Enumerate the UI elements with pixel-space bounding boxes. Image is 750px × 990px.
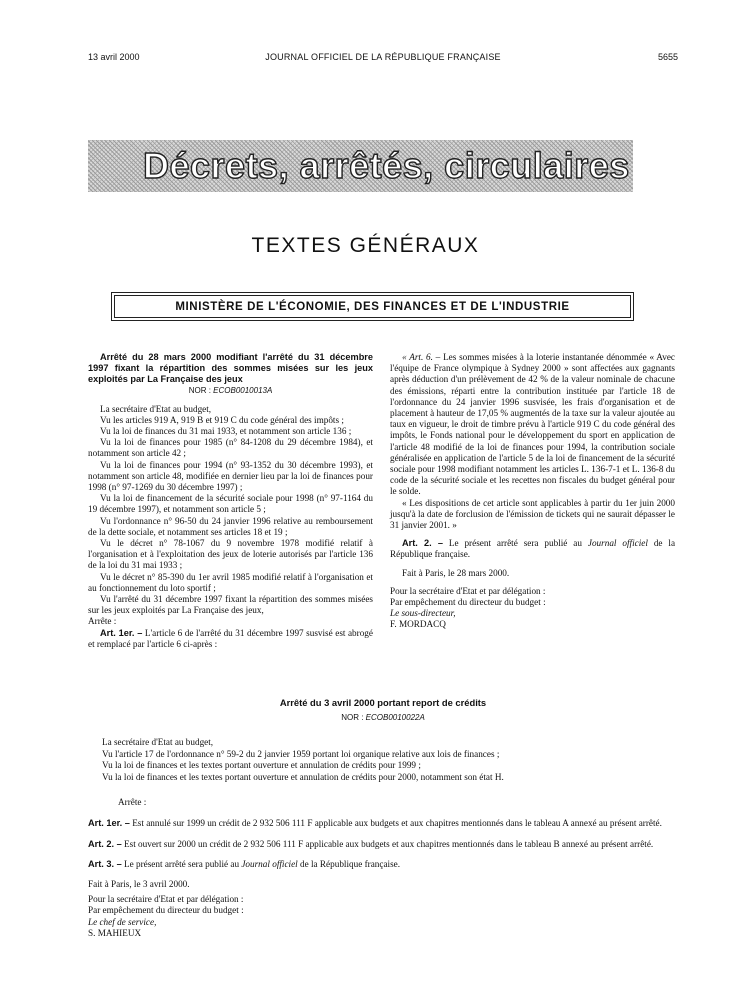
arrete-2 xyxy=(88,697,678,940)
arrete-1-article-6-para-2: « Les dispositions de cet article sont applicables à partir du 1er juin 2000 jusqu'à la date de forclusion de l'émission de tickets qui ne saurait dépasser le 31 janvier 2001. » xyxy=(390,497,675,531)
article-text: L'article 6 de l'arrêté du 31 décembre 1997 susvisé est abrogé et remplacé par l'article 6 ci-après : xyxy=(88,627,373,649)
arrete-2-arrete: Arrête : xyxy=(118,797,147,808)
article-label: Art. 1er. – xyxy=(88,818,130,829)
header-date: 13 avril 2000 xyxy=(88,52,140,62)
article-text: Est ouvert sur 2000 un crédit de 2 932 506 111 F applicable aux budgets et aux chapitres mentionnés dans le tableau B annexé au présent arrêté. xyxy=(124,838,654,849)
article-label: Art. 2. – xyxy=(88,838,122,849)
arrete-1-article-6 xyxy=(390,352,675,498)
article-text: Le présent arrêté sera publié au xyxy=(124,859,240,870)
journal-officiel-ref: Journal officiel xyxy=(587,538,648,549)
signature-line-2: Par empêchement du directeur du budget : xyxy=(88,905,244,916)
article-text: Le présent arrêté sera publié au xyxy=(448,538,582,549)
visa: Vu le décret n° 78-1067 du 9 novembre 1978 modifié relatif à l'organisation et à l'exploitation des jeux de loterie autorisés par l'article 136 de la loi du 31 mai 1933 ; xyxy=(88,538,373,571)
arrete-1-article-1 xyxy=(88,628,373,650)
arrete-1-fait: Fait à Paris, le 28 mars 2000. xyxy=(402,567,510,578)
arrete-1-left-column xyxy=(88,352,373,650)
visa: Vu le décret n° 85-390 du 1er avril 1985 modifié relatif à l'organisation et au fonctionnement du loto sportif ; xyxy=(88,571,373,593)
visa: Vu l'ordonnance n° 96-50 du 24 janvier 1996 relative au remboursement de la dette sociale, et notamment ses articles 18 et 19 ; xyxy=(88,515,373,537)
arrete-2-article-1 xyxy=(88,818,678,829)
article-text: Les sommes misées à la loterie instantanée dénommée « Avec l'équipe de France olympique à Sydney 2000 » sont affectées aux gagnants après déduction d'un prélèvement de 42 % de la valeur nominale de chacune des émissions, réparti entre la contribution instituée par l'article 18 de l'ordonnance du 24 janvier 1996 susvisée, les frais d'organisation et de placement à hauteur de 17,05 % augmentés de la taxe sur la valeur ajoutée au taux en vigueur, le droit de timbre prévu à l'article 919 C du code général des impôts, le Fonds national pour le développement du sport en application de l'article 48 modifié de la loi de finances pour 1994, la contribution sociale généralisée en application de l'article 5 de la loi de financement de la sécurité sociale pour 1998 modifiant notamment les articles L. 136-7-1 et L. 136-8 du code de la sécurité sociale et les recettes non fiscales du budget général pour le solde. xyxy=(390,352,676,497)
arrete-2-title: Arrêté du 3 avril 2000 portant report de crédits xyxy=(279,697,487,708)
section-title: TEXTES GÉNÉRAUX xyxy=(251,234,480,257)
signature-title: Le chef de service, xyxy=(88,916,157,927)
visa: Vu la loi de finances du 31 mai 1933, et notamment son article 136 ; xyxy=(100,426,352,436)
header-journal-title: JOURNAL OFFICIEL DE LA RÉPUBLIQUE FRANÇAISE xyxy=(265,52,501,62)
visa: Vu la loi de financement de la sécurité sociale pour 1998 (n° 97-1164 du 19 décembre 1997), et notamment son article 5 ; xyxy=(88,493,373,515)
arrete-2-nor xyxy=(88,713,678,722)
visa: Vu la loi de finances et les textes portant ouverture et annulation de crédits pour 2000, notamment son état H. xyxy=(102,771,504,782)
signature-line-1: Pour la secrétaire d'Etat et par délégation : xyxy=(390,585,546,596)
article-label: Art. 1er. – xyxy=(100,627,143,638)
arrete-1-article-2 xyxy=(390,538,675,560)
signature-title: Le sous-directeur, xyxy=(390,608,456,619)
nor-code: ECOB0010022A xyxy=(365,713,425,723)
article-text: de la République française. xyxy=(300,859,401,870)
arrete-1-right-column xyxy=(390,352,675,631)
arrete-1-nor xyxy=(88,385,373,396)
visa: Vu la loi de finances pour 1994 (n° 93-1352 du 30 décembre 1993), et notamment son article 48, modifiée en dernier lieu par la loi de finances pour 1998 (n° 97-1269 du 30 décembre 1997) ; xyxy=(88,459,373,493)
arrete-1-intro: La secrétaire d'Etat au budget, xyxy=(100,403,212,414)
article-label: Art. 2. – xyxy=(402,538,443,549)
ministry-box xyxy=(111,292,634,321)
arrete-2-intro: La secrétaire d'Etat au budget, xyxy=(102,737,214,748)
banner-title: Décrets, arrêtés, circulaires xyxy=(143,145,630,186)
signature-line-2: Par empêchement du directeur du budget : xyxy=(390,597,546,608)
arrete-2-article-3 xyxy=(88,859,678,870)
running-header xyxy=(88,52,678,66)
visa: Vu la loi de finances pour 1985 (n° 84-1208 du 29 décembre 1984), et notamment son article 42 ; xyxy=(88,437,373,459)
article-label: Art. 3. – xyxy=(88,859,122,870)
ministry-title: MINISTÈRE DE L'ÉCONOMIE, DES FINANCES ET DE L'INDUSTRIE xyxy=(114,295,631,318)
arrete-1-title: Arrêté du 28 mars 2000 modifiant l'arrêté du 31 décembre 1997 fixant la répartition des sommes misées sur les jeux exploités par La Française des jeux xyxy=(88,352,373,384)
visa: Vu la loi de finances et les textes portant ouverture et annulation de crédits pour 1999 ; xyxy=(102,760,421,771)
section-banner xyxy=(88,140,633,192)
nor-label: NOR : xyxy=(341,713,364,723)
arrete-2-fait: Fait à Paris, le 3 avril 2000. xyxy=(88,878,190,889)
header-page-number: 5655 xyxy=(657,52,678,62)
article-label: « Art. 6. – xyxy=(402,352,441,362)
journal-officiel-ref: Journal officiel xyxy=(241,859,298,870)
article-text: Est annulé sur 1999 un crédit de 2 932 506 111 F applicable aux budgets et aux chapitres mentionnés dans le tableau A annexé au présent arrêté. xyxy=(132,818,662,829)
signature-name: F. MORDACQ xyxy=(390,619,446,630)
arrete-2-article-2 xyxy=(88,839,678,850)
nor-label: NOR : xyxy=(188,386,211,396)
signature-line-1: Pour la secrétaire d'Etat et par délégation : xyxy=(88,894,244,905)
article-text: de la République française. xyxy=(390,538,676,560)
arrete-1-arrete: Arrête : xyxy=(88,616,117,627)
visa: Vu les articles 919 A, 919 B et 919 C du code général des impôts ; xyxy=(100,414,344,425)
visa: Vu l'article 17 de l'ordonnance n° 59-2 du 2 janvier 1959 portant loi organique relative aux lois de finances ; xyxy=(102,748,500,759)
signature-name: S. MAHIEUX xyxy=(88,928,142,939)
visa: Vu l'arrêté du 31 décembre 1997 fixant la répartition des sommes misées sur les jeux exploités par La Française des jeux, xyxy=(88,594,373,616)
nor-code: ECOB0010013A xyxy=(213,386,273,396)
